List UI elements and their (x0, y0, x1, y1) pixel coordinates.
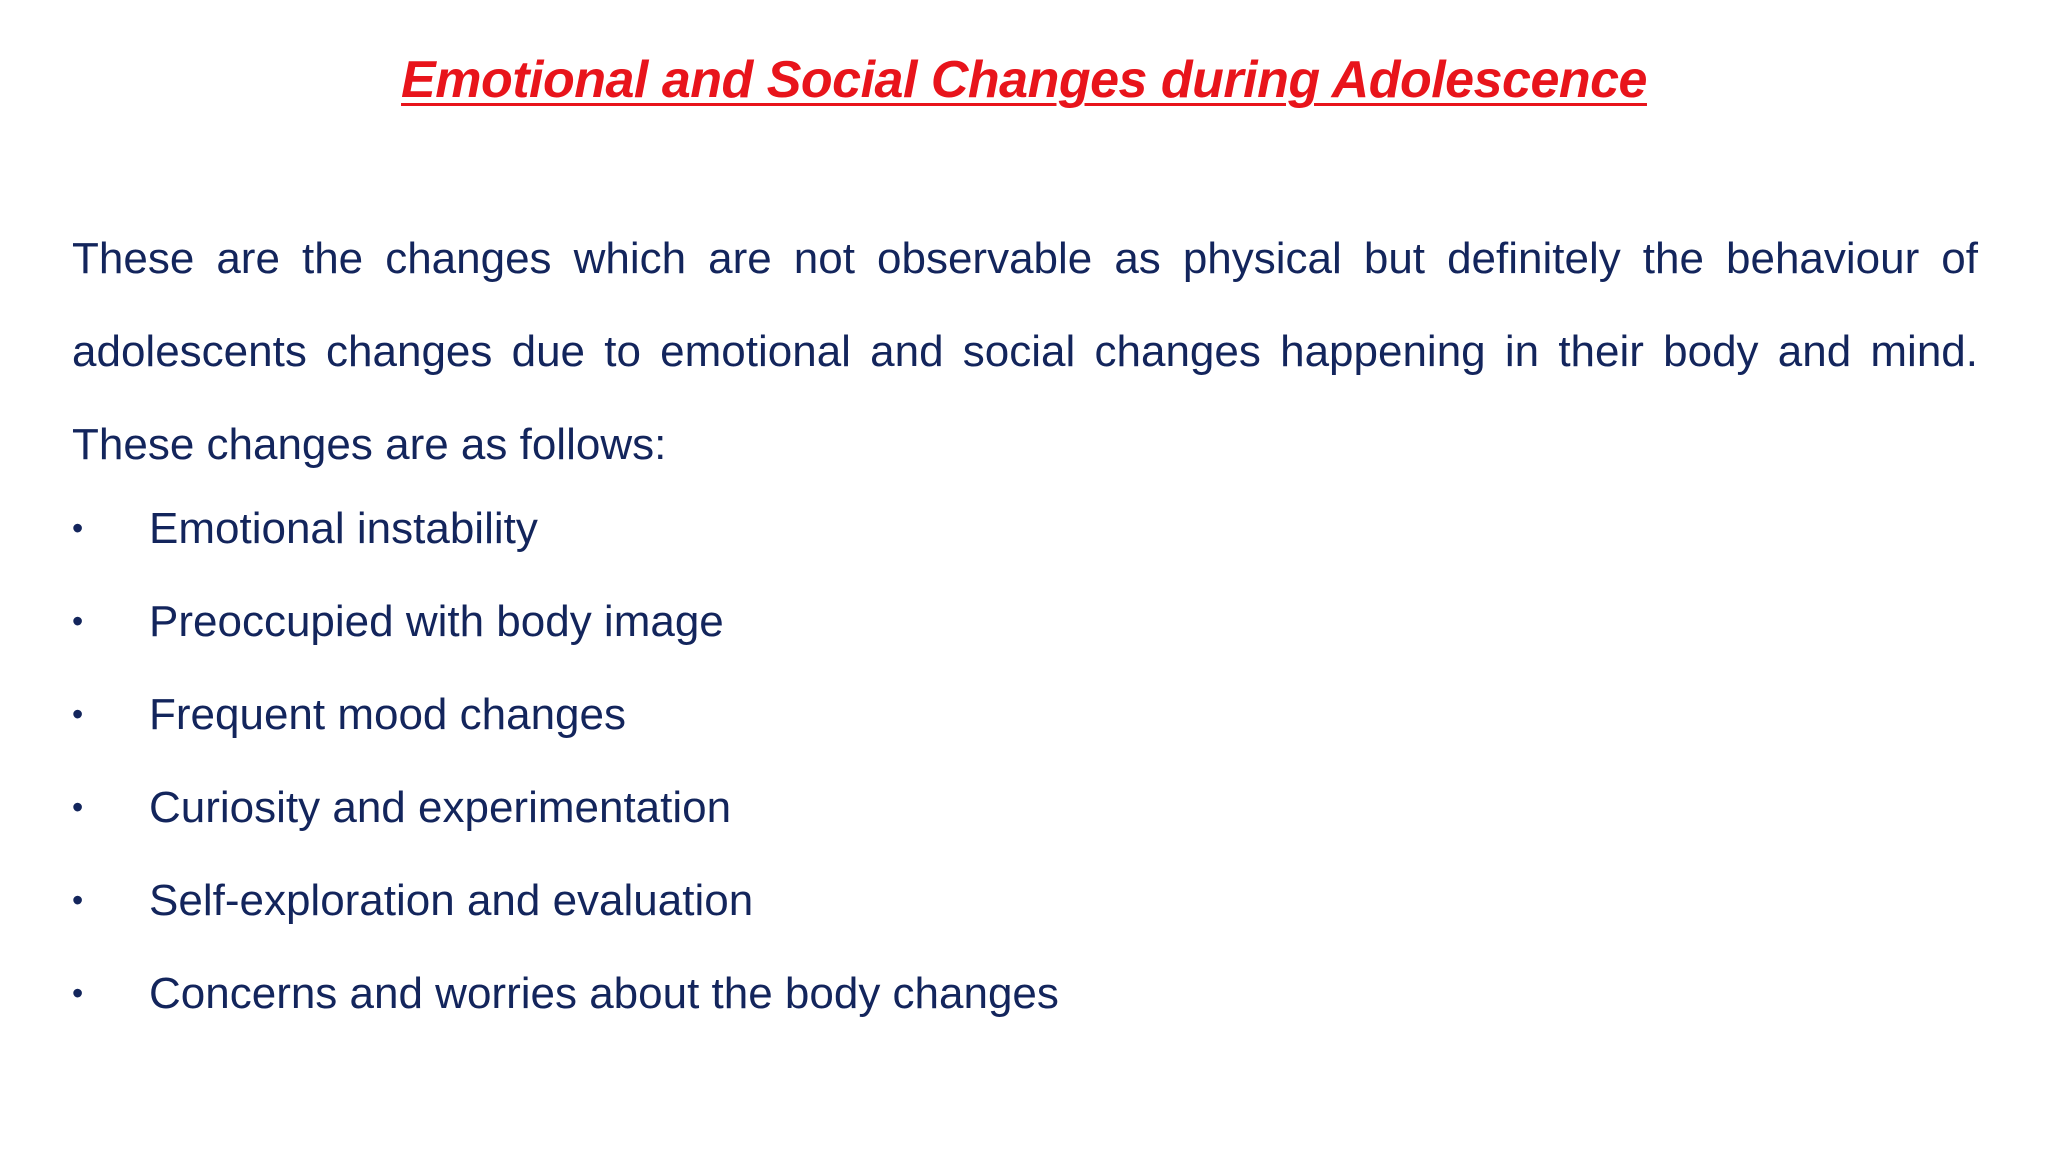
bullet-list (72, 482, 1978, 1040)
list-item-label: Curiosity and experimentation (149, 783, 732, 832)
list-item-label: Concerns and worries about the body changes (149, 969, 1059, 1018)
intro-paragraph: These are the changes which are not observable as physical but definitely the behaviour of adolescents changes due to emotional and social changes happening in their body and mind. These changes are as follows: (72, 234, 1978, 469)
bullet-icon: • (72, 789, 84, 825)
list-item-label: Frequent mood changes (149, 690, 626, 739)
bullet-icon: • (72, 510, 84, 546)
list-item (72, 668, 1978, 761)
bullet-icon: • (72, 882, 84, 918)
list-item (72, 854, 1978, 947)
list-item-label: Preoccupied with body image (149, 597, 724, 646)
list-item (72, 761, 1978, 854)
list-item-label: Emotional instability (149, 504, 538, 553)
list-item-label: Self-exploration and evaluation (149, 876, 754, 925)
bullet-icon: • (72, 696, 84, 732)
list-item (72, 575, 1978, 668)
list-item (72, 947, 1978, 1040)
slide-title: Emotional and Social Changes during Adolescence (401, 51, 1647, 109)
list-item (72, 482, 1978, 575)
bullet-icon: • (72, 975, 84, 1011)
bullet-icon: • (72, 603, 84, 639)
